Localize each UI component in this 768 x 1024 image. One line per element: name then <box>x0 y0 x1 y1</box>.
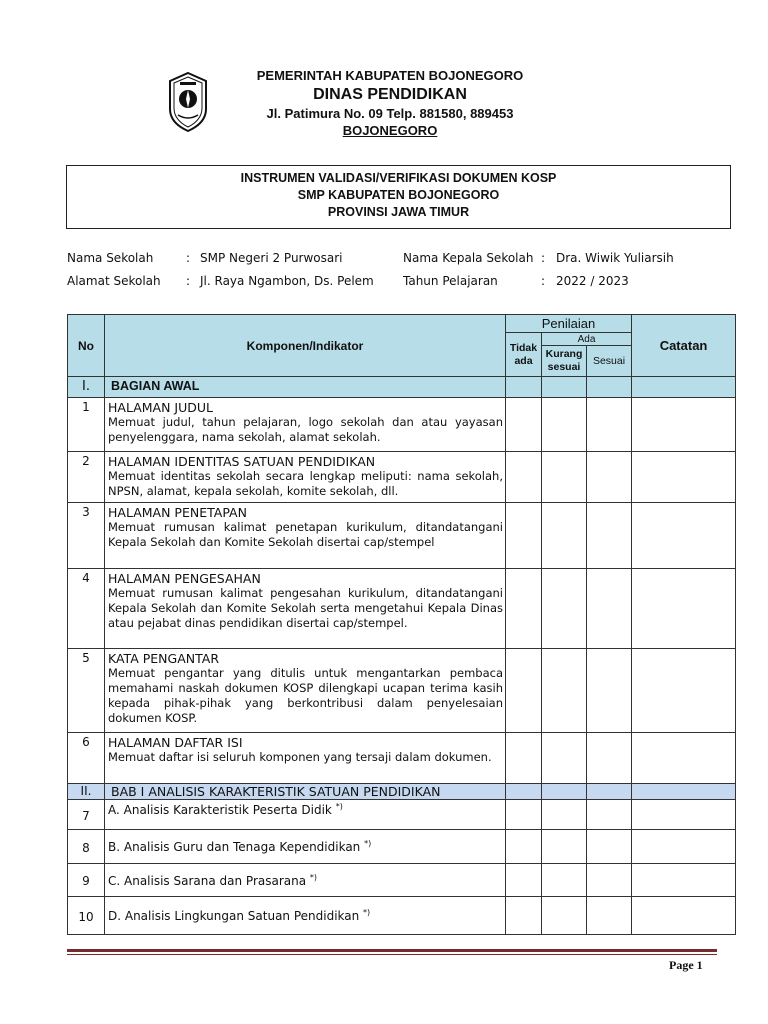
table-row <box>68 503 736 569</box>
letterhead-agency: DINAS PENDIDIKAN <box>313 86 467 103</box>
catatan-cell[interactable] <box>632 569 736 649</box>
letterhead-line1: PEMERINTAH KABUPATEN BOJONEGORO <box>256 68 524 83</box>
table-row <box>68 830 736 864</box>
row-title: HALAMAN IDENTITAS SATUAN PENDIDIKAN <box>108 454 376 469</box>
catatan-cell[interactable] <box>632 503 736 569</box>
header-penilaian: Penilaian <box>506 315 632 333</box>
row-number: 9 <box>68 864 105 897</box>
sesuai-cell[interactable] <box>587 569 632 649</box>
header-kurang-sesuai: Kurang sesuai <box>542 346 587 377</box>
nama-sekolah-value: SMP Negeri 2 Purwosari <box>200 251 343 265</box>
tidak-ada-cell[interactable] <box>506 897 542 935</box>
section-row-bab-1 <box>68 784 736 800</box>
row-description: Memuat rumusan kalimat pengesahan kurikulum, ditandatangani Kepala Sekolah dan Komite Sekolah serta mengetahui Kepala Dinas atau pejabat dinas pendidikan disertai cap/stempel. <box>108 586 503 630</box>
sesuai-cell[interactable] <box>587 897 632 935</box>
catatan-cell[interactable] <box>632 897 736 935</box>
separator: : <box>186 274 191 288</box>
table-row <box>68 800 736 830</box>
kurang-sesuai-cell[interactable] <box>542 398 587 452</box>
catatan-cell[interactable] <box>632 452 736 503</box>
separator: : <box>541 274 546 288</box>
alamat-label: Alamat Sekolah <box>67 274 161 288</box>
tidak-ada-cell[interactable] <box>506 800 542 830</box>
kurang-sesuai-cell[interactable] <box>542 452 587 503</box>
row-number: 8 <box>68 830 105 864</box>
section-title: BAGIAN AWAL <box>105 377 506 398</box>
section-number: II. <box>68 784 105 800</box>
validation-table <box>67 314 736 935</box>
section-row-bagian-awal <box>68 377 736 398</box>
sesuai-cell[interactable] <box>587 452 632 503</box>
header-sesuai: Sesuai <box>587 346 632 377</box>
row-number: 7 <box>68 800 105 830</box>
kepala-value: Dra. Wiwik Yuliarsih <box>556 251 674 265</box>
row-title: B. Analisis Guru dan Tenaga Kependidikan *) <box>105 830 506 864</box>
footer-rule <box>67 949 717 952</box>
title-line1: INSTRUMEN VALIDASI/VERIFIKASI DOKUMEN KOSP <box>240 171 557 185</box>
tidak-ada-cell[interactable] <box>506 569 542 649</box>
sesuai-cell[interactable] <box>587 733 632 784</box>
tahun-label: Tahun Pelajaran <box>403 274 498 288</box>
catatan-cell[interactable] <box>632 800 736 830</box>
tidak-ada-cell[interactable] <box>506 398 542 452</box>
page-number: Page 1 <box>669 958 703 972</box>
kurang-sesuai-cell[interactable] <box>542 733 587 784</box>
kurang-sesuai-cell[interactable] <box>542 569 587 649</box>
sesuai-cell[interactable] <box>587 503 632 569</box>
row-description: Memuat judul, tahun pelajaran, logo sekolah dan atau yayasan penyelenggara, nama sekolah, alamat sekolah. <box>108 415 503 444</box>
table-row <box>68 733 736 784</box>
row-number: 6 <box>68 733 105 784</box>
catatan-cell[interactable] <box>632 864 736 897</box>
footer-rule-thin <box>67 954 717 955</box>
title-line3: PROVINSI JAWA TIMUR <box>327 205 470 219</box>
header-ada: Ada <box>542 333 632 346</box>
tidak-ada-cell[interactable] <box>506 733 542 784</box>
row-title: HALAMAN JUDUL <box>108 400 213 415</box>
kepala-label: Nama Kepala Sekolah <box>403 251 534 265</box>
row-title: C. Analisis Sarana dan Prasarana *) <box>105 864 506 897</box>
sesuai-cell[interactable] <box>587 864 632 897</box>
letterhead-address: Jl. Patimura No. 09 Telp. 881580, 889453 <box>266 106 514 121</box>
row-description: Memuat rumusan kalimat penetapan kurikulum, ditandatangani Kepala Sekolah dan Komite Sekolah disertai cap/stempel <box>108 520 503 549</box>
table-row <box>68 452 736 503</box>
nama-sekolah-label: Nama Sekolah <box>67 251 154 265</box>
tidak-ada-cell[interactable] <box>506 503 542 569</box>
kurang-sesuai-cell[interactable] <box>542 503 587 569</box>
kurang-sesuai-cell[interactable] <box>542 649 587 733</box>
kurang-sesuai-cell[interactable] <box>542 800 587 830</box>
sesuai-cell[interactable] <box>587 649 632 733</box>
row-number: 4 <box>68 569 105 649</box>
row-title: HALAMAN PENETAPAN <box>108 505 247 520</box>
row-title: HALAMAN DAFTAR ISI <box>108 735 243 750</box>
document-title-box <box>66 165 731 229</box>
section-number: I. <box>68 377 105 398</box>
kurang-sesuai-cell[interactable] <box>542 830 587 864</box>
sesuai-cell[interactable] <box>587 398 632 452</box>
tidak-ada-cell[interactable] <box>506 649 542 733</box>
alamat-value: Jl. Raya Ngambon, Ds. Pelem <box>200 274 374 288</box>
kurang-sesuai-cell[interactable] <box>542 897 587 935</box>
section-title: BAB I ANALISIS KARAKTERISTIK SATUAN PENDIDIKAN <box>105 784 506 800</box>
row-description: Memuat daftar isi seluruh komponen yang tersaji dalam dokumen. <box>108 750 492 764</box>
table-row <box>68 864 736 897</box>
row-number: 1 <box>68 398 105 452</box>
row-number: 3 <box>68 503 105 569</box>
table-row <box>68 569 736 649</box>
row-title: KATA PENGANTAR <box>108 651 220 666</box>
sesuai-cell[interactable] <box>587 800 632 830</box>
catatan-cell[interactable] <box>632 830 736 864</box>
row-number: 5 <box>68 649 105 733</box>
row-title: D. Analisis Lingkungan Satuan Pendidikan *) <box>105 897 506 935</box>
tahun-value: 2022 / 2023 <box>556 274 629 288</box>
tidak-ada-cell[interactable] <box>506 452 542 503</box>
header-komponen: Komponen/Indikator <box>105 315 506 377</box>
row-title: A. Analisis Karakteristik Peserta Didik *) <box>105 800 506 830</box>
tidak-ada-cell[interactable] <box>506 864 542 897</box>
header-no: No <box>68 315 105 377</box>
table-row <box>68 649 736 733</box>
row-number: 10 <box>68 897 105 935</box>
header-tidak-ada: Tidak ada <box>506 333 542 377</box>
table-row <box>68 398 736 452</box>
sesuai-cell[interactable] <box>587 830 632 864</box>
row-title: HALAMAN PENGESAHAN <box>108 571 261 586</box>
tidak-ada-cell[interactable] <box>506 830 542 864</box>
catatan-cell[interactable] <box>632 398 736 452</box>
row-number: 2 <box>68 452 105 503</box>
kurang-sesuai-cell[interactable] <box>542 864 587 897</box>
letterhead-city: BOJONEGORO <box>342 123 438 138</box>
title-line2: SMP KABUPATEN BOJONEGORO <box>297 188 500 202</box>
catatan-cell[interactable] <box>632 649 736 733</box>
table-row <box>68 897 736 935</box>
row-description: Memuat identitas sekolah secara lengkap meliputi: nama sekolah, NPSN, alamat, kepala sekolah, komite sekolah, dll. <box>108 469 503 498</box>
separator: : <box>541 251 546 265</box>
separator: : <box>186 251 191 265</box>
row-description: Memuat pengantar yang ditulis untuk mengantarkan pembaca memahami naskah dokumen KOSP dilengkapi ucapan terima kasih kepada pihak-pihak yang berkontribusi dalam penyelesaian dokumen KOSP. <box>108 666 503 725</box>
catatan-cell[interactable] <box>632 733 736 784</box>
header-catatan: Catatan <box>632 315 736 377</box>
